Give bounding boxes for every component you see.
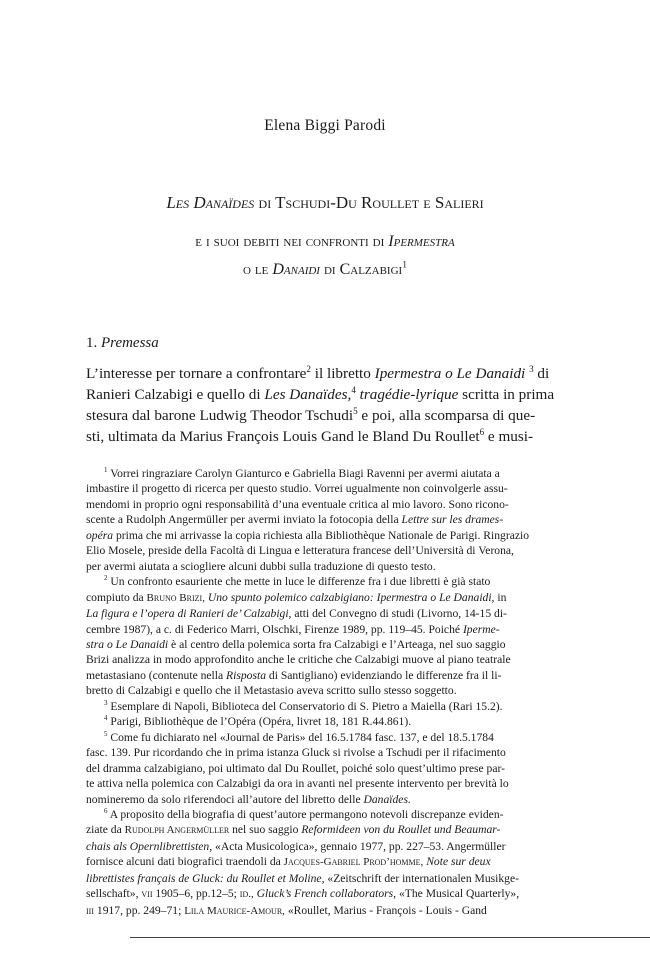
footnote-line: ziate da Rudolph Angermüller nel suo saggio Reformideen von du Roullet und Beaumar- [86, 823, 501, 837]
title-work-danaidi: Danaidi [272, 261, 320, 278]
footnote-line: librettistes français de Gluck: du Roullet et Moline, «Zeitschrift der internationalen Musikge- [86, 871, 519, 885]
footnote-line: te attiva nella polemica con Calzabigi da ora in avanti nel presente intervento per brevità lo [86, 777, 509, 791]
author-name: Elena Biggi Parodi [264, 117, 386, 134]
footnote-6: $^6$ A proposito della biografia di quest’autore permangono notevoli discrepanze eviden- [104, 807, 504, 821]
bottom-rule-divider [130, 937, 650, 938]
footnote-3: $^3$ Esemplare di Napoli, Biblioteca del Conservatorio di S. Pietro a Maiella (Rari 15.2). [104, 698, 503, 713]
footnote-line: chais als Opernlibrettisten, «Acta Musicologica», gennaio 1977, pp. 227–53. Angermüller [86, 839, 506, 853]
footnote-5: $^5$ Come fu dichiarato nel «Journal de Paris» del 16.5.1784 fasc. 137, e del 18.5.1784 [104, 729, 494, 744]
footnote-1: $^1$ Vorrei ringraziare Carolyn Gianturco e Gabriella Biagi Ravenni per avermi aiutata a [104, 466, 500, 480]
footnote-line: Brizi analizza in modo approfondito anche le critiche che Calzabigi muove al piano teatrale [86, 653, 511, 667]
footnote-line: bretto di Calzabigi e quello che il Metastasio aveva scritto sullo stesso soggetto. [86, 684, 457, 698]
footnotes [86, 466, 570, 919]
footnote-line: compiuto da Bruno Brizi, Uno spunto polemico calzabigiano: Ipermestra o Le Danaidi, in [86, 590, 507, 604]
article-title-line-2 [0, 233, 650, 251]
footnote-line: del dramma calzabigiano, poi ultimato dal Du Roullet, poiché solo quest’ultimo prese par- [86, 761, 505, 775]
section-heading [86, 335, 159, 352]
footnote-line: fasc. 139. Pur ricordando che in prima istanza Gluck si rivolse a Tschudi per il rifacimento [86, 746, 506, 760]
body-line: sti, ultimata da Marius François Louis Gand le Bland Du Roullet$^6$ e musi- [86, 426, 534, 445]
footnote-line: per avermi aiutata a sciogliere alcuni dubbi sulla traduzione di questo testo. [86, 559, 436, 573]
footnote-line: Elio Mosele, preside della Facoltà di Lingua e letteratura francese dell’Università di Verona, [86, 544, 514, 558]
footnote-line: mendomi in proprio ogni responsabilità d’una eventuale critica al mio lavoro. Sono ricono- [86, 497, 509, 511]
title-authors: di Tschudi-Du Roullet e Salieri [258, 193, 484, 212]
footnote-line: La figura e l’opera di Ranieri de’ Calzabigi, atti del Convegno di studi (Livorno, 14-15 di- [86, 607, 507, 621]
title-debts-text: e i suoi debiti nei confronti di [195, 233, 385, 250]
title-calzabigi: di Calzabigi [323, 261, 403, 278]
title-work-danaides: Les Danaïdes [166, 193, 255, 212]
footnote-line: cembre 1987), a c. di Federico Marri, Olschki, Firenze 1989, pp. 119–45. Poiché Iperme- [86, 622, 500, 636]
title-work-ipermestra: Ipermestra [388, 233, 455, 250]
article-title-line-3 [0, 261, 650, 279]
title-footnote-marker: 1 [402, 259, 407, 271]
section-title: Premessa [101, 335, 159, 351]
body-line: Ranieri Calzabigi e quello di Les Danaïdes,$^4$ tragédie-lyrique scritta in prima [86, 384, 555, 403]
footnote-4: $^4$ Parigi, Bibliothèque de l’Opéra (Opéra, livret 18, 181 R.44.861). [104, 714, 412, 729]
article-title-line-1 [0, 193, 650, 213]
footnote-line: iii 1917, pp. 249–71; Lila Maurice-Amour, «Roullet, Marius - François - Louis - Gand [86, 903, 487, 917]
footnote-2: $^2$ Un confronto esauriente che mette in luce le differenze fra i due libretti è già stato [104, 574, 491, 589]
footnote-line: nomineremo da solo riferendoci all’autore del libretto delle Danaïdes. [86, 792, 411, 806]
section-number: 1. [86, 335, 98, 351]
footnote-line: fornisce alcuni dati biografici traendoli da Jacques-Gabriel Prod’homme, Note sur deux [86, 855, 491, 869]
title-or-le: o le [242, 261, 269, 278]
footnote-line: imbastire il progetto di ricerca per questo studio. Vorrei ugualmente non coinvolgerle assu- [86, 482, 508, 496]
footnote-line: scente a Rudolph Angermüller per avermi inviato la fotocopia della Lettre sur les drames- [86, 513, 504, 527]
footnote-line: stra o Le Danaidi è al centro della polemica sorta fra Calzabigi e l’Arteaga, nel suo saggio [86, 637, 506, 651]
footnote-line: metastasiano (contenute nella Risposta di Santigliano) evidenziando le differenze fra il li- [86, 668, 502, 682]
body-line: L’interesse per tornare a confrontare$^2$ il libretto Ipermestra o Le Danaidi $^3$ di [86, 363, 550, 382]
footnote-line: sellschaft», vii 1905–6, pp.12–5; id., Gluck’s French collaborators, «The Musical Quarterly», [86, 887, 520, 901]
body-line: stesura dal barone Ludwig Theodor Tschudi$^5$ e poi, alla scomparsa di que- [86, 405, 536, 424]
footnote-line: opéra prima che mi arrivasse la copia richiesta alla Bibliothèque Nationale de Parigi. Ringrazio [86, 528, 530, 542]
body-paragraph [86, 363, 568, 447]
